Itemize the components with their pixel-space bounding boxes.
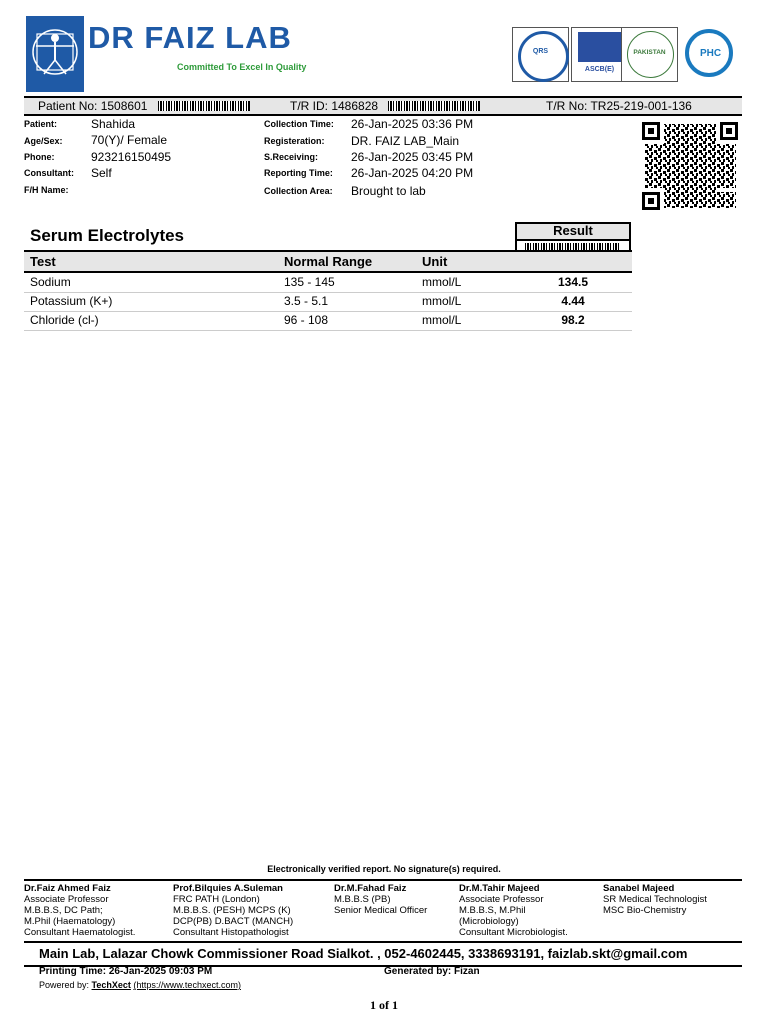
signatory-line: FRC PATH (London) [173,894,260,905]
test-name: Chloride (cl-) [30,313,99,327]
tr-number: T/R No: TR25-219-001-136 [546,99,692,113]
result-value: 98.2 [561,313,585,327]
qr-code [640,120,740,212]
collection-time-value: 26-Jan-2025 03:36 PM [351,117,474,131]
table-row [24,292,632,312]
tr-id: T/R ID: 1486828 [290,99,379,113]
normal-range: 3.5 - 5.1 [284,294,329,308]
signatory-name: Prof.Bilquies A.Suleman [173,883,283,894]
phone-label: Phone: [24,152,55,162]
brand-name: DR FAIZ LAB [88,20,292,55]
signatory-line: M.Phil (Haematology) [24,916,116,927]
signatory-line: M.B.B.S, DC Path; [24,905,103,916]
normal-range: 135 - 145 [284,275,335,289]
signatory [459,883,568,938]
powered-by-link[interactable]: TechXect [91,980,131,990]
lab-address [24,941,742,967]
table-row [24,311,632,331]
patient-name: Shahida [91,117,136,131]
signatory [603,883,707,916]
patient-label: Patient: [24,119,58,129]
address-text: Main Lab, Lalazar Chowk Commissioner Road Sialkot. , 052-4602445, 3338693191, faizlab.skt@gmail.com [39,946,688,961]
section-title: Serum Electrolytes [30,226,185,245]
registration-value: DR. FAIZ LAB_Main [351,134,460,148]
signatory-name: Dr.M.Fahad Faiz [334,883,407,894]
verification-note: Electronically verified report. No signature(s) required. [267,864,501,874]
consultant-label: Consultant: [24,168,74,178]
signatory [334,883,427,916]
test-name: Potassium (K+) [30,294,113,308]
receiving-label: S.Receiving: [264,152,319,162]
powered-by [39,980,241,990]
ascbb-seal: ASCB(E) [571,27,628,82]
signatory [24,883,135,938]
signatory-line: M.B.B.S (PB) [334,894,391,905]
vitruvian-man-icon [26,16,84,92]
reporting-time-label: Reporting Time: [264,168,333,178]
receiving-value: 26-Jan-2025 03:45 PM [351,150,474,164]
age-sex-value: 70(Y)/ Female [91,133,168,147]
patient-barcode [158,101,250,111]
phone-value: 923216150495 [91,150,172,164]
collection-area-label: Collection Area: [264,186,333,196]
qrs-seal: QRS [512,27,569,82]
id-bar [24,96,742,116]
test-name: Sodium [30,275,71,289]
lab-logo [26,16,84,92]
result-value: 4.44 [561,294,585,308]
column-test: Test [30,254,56,269]
signatory-name: Sanabel Majeed [603,883,675,894]
powered-by-url[interactable]: (https://www.techxect.com) [133,980,241,990]
age-sex-label: Age/Sex: [24,136,63,146]
powered-by-label: Powered by: [39,980,90,990]
reporting-time-value: 26-Jan-2025 04:20 PM [351,166,474,180]
signatory [173,883,293,938]
result-value: 134.5 [557,275,589,289]
signatory-line: Senior Medical Officer [334,905,428,916]
printing-time: Printing Time: 26-Jan-2025 09:03 PM [39,966,213,977]
table-row [24,273,632,293]
registration-label: Registeration: [264,136,325,146]
phc-seal: PHC [682,27,739,82]
unit: mmol/L [422,313,462,327]
signature-divider [24,879,742,881]
tr-id-barcode [388,101,480,111]
unit: mmol/L [422,275,462,289]
generated-by: Generated by: Fizan [384,966,480,977]
signatory-line: SR Medical Technologist [603,894,707,905]
consultant-value: Self [91,166,112,180]
signatory-line: Consultant Histopathologist [173,927,289,938]
signatory-line: M.B.B.S. (PESH) MCPS (K) [173,905,291,916]
brand-tagline: Committed To Excel In Quality [177,62,307,72]
signatory-line: Consultant Haematologist. [24,927,136,938]
signatory-line: Associate Professor [459,894,544,905]
normal-range: 96 - 108 [284,313,329,327]
page-number: 1 of 1 [370,998,398,1012]
signatory-line: (Microbiology) [459,916,519,927]
unit: mmol/L [422,294,462,308]
collection-area-value: Brought to lab [351,184,426,198]
patient-number: Patient No: 1508601 [38,99,148,113]
collection-time-label: Collection Time: [264,119,334,129]
signatory-line: DCP(PB) D.BACT (MANCH) [173,916,294,927]
signatory-line: Consultant Microbiologist. [459,927,568,938]
signatory-line: MSC Bio-Chemistry [603,905,687,916]
table-header [24,250,632,273]
fh-name-label: F/H Name: [24,185,69,195]
signatory-name: Dr.M.Tahir Majeed [459,883,540,894]
pakistan-eqa-seal: PAKISTAN [621,27,678,82]
signatory-name: Dr.Faiz Ahmed Faiz [24,883,111,894]
signatory-line: M.B.B.S, M.Phil [459,905,526,916]
result-header: Result [517,224,629,241]
signatory-line: Associate Professor [24,894,109,905]
column-unit: Unit [422,254,448,269]
column-normal-range: Normal Range [284,254,373,269]
